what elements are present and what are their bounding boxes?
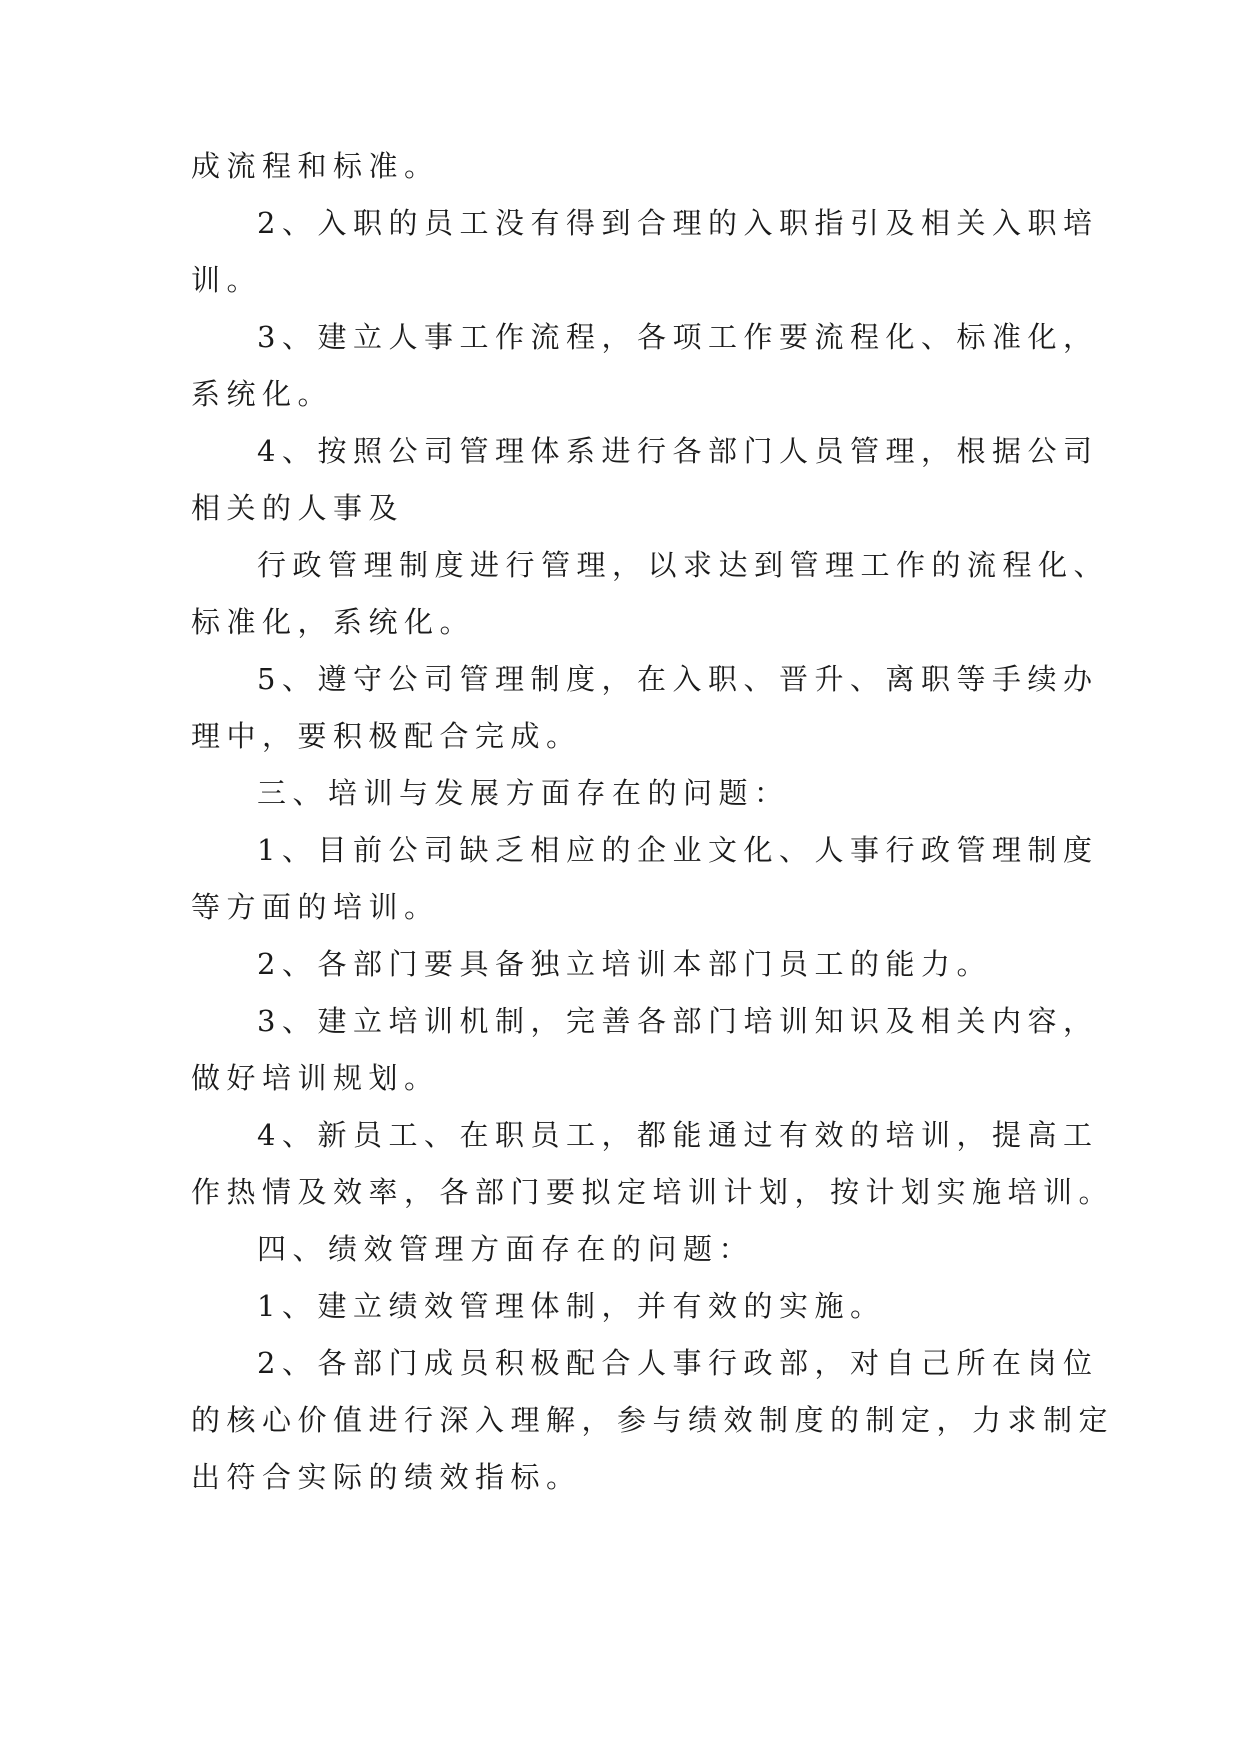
text-line: 理中，要积极配合完成。 — [191, 719, 582, 753]
text-line: 3、建立培训机制，完善各部门培训知识及相关内容， — [257, 1004, 1099, 1038]
text-line: 2、入职的员工没有得到合理的入职指引及相关入职培 — [257, 206, 1099, 240]
text-line: 作热情及效率，各部门要拟定培训计划，按计划实施培训。 — [191, 1175, 1115, 1209]
text-line: 4、新员工、在职员工，都能通过有效的培训，提高工 — [257, 1118, 1099, 1152]
text-line: 系统化。 — [191, 377, 334, 411]
text-line: 的核心价值进行深入理解，参与绩效制度的制定，力求制定 — [191, 1403, 1115, 1437]
text-line: 训。 — [191, 263, 263, 297]
text-line: 出符合实际的绩效指标。 — [191, 1460, 582, 1494]
section-heading: 四、绩效管理方面存在的问题： — [257, 1232, 755, 1266]
text-line: 等方面的培训。 — [191, 890, 440, 924]
text-line: 做好培训规划。 — [191, 1061, 440, 1095]
text-line: 2、各部门成员积极配合人事行政部，对自己所在岗位 — [257, 1346, 1099, 1380]
text-line: 成流程和标准。 — [191, 149, 440, 183]
text-line: 4、按照公司管理体系进行各部门人员管理，根据公司 — [257, 434, 1099, 468]
text-line: 1、目前公司缺乏相应的企业文化、人事行政管理制度 — [257, 833, 1099, 867]
text-line: 2、各部门要具备独立培训本部门员工的能力。 — [257, 947, 992, 981]
text-line: 相关的人事及 — [191, 491, 405, 525]
text-line: 行政管理制度进行管理，以求达到管理工作的流程化、 — [257, 548, 1110, 582]
text-line: 5、遵守公司管理制度，在入职、晋升、离职等手续办 — [257, 662, 1099, 696]
text-line: 1、建立绩效管理体制，并有效的实施。 — [257, 1289, 886, 1323]
text-line: 标准化，系统化。 — [191, 605, 476, 639]
text-line: 3、建立人事工作流程，各项工作要流程化、标准化， — [257, 320, 1099, 354]
section-heading: 三、培训与发展方面存在的问题： — [257, 776, 790, 810]
